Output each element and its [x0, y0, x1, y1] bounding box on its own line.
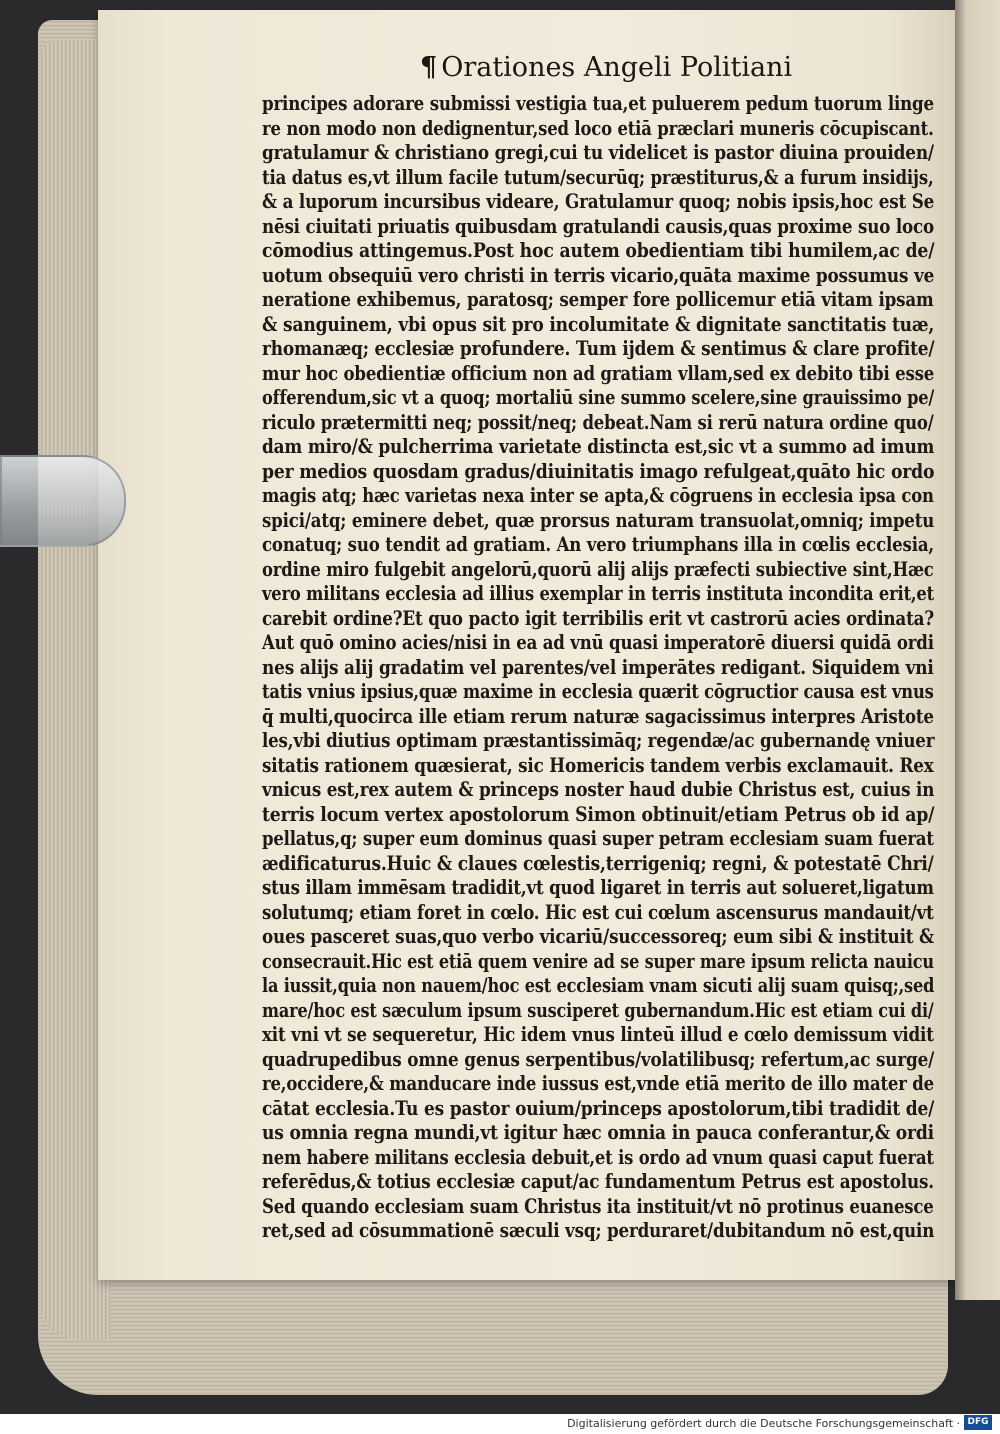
text-line: uotum obsequiū vero christi in terris vicario,quāta maxime possumus ve [262, 263, 935, 287]
text-line: nēsi ciuitati priuatis quibusdam gratulandi causis,quas proxime suo loco [262, 214, 934, 238]
text-line: q̄ multi,quocirca ille etiam rerum naturæ sagacissimus interpres Aristote [262, 704, 934, 728]
text-line: consecrauit.Hic est etiā quem venire ad se super mare ipsum relicta nauicu [262, 949, 934, 973]
text-line: Aut quō omino acies/nisi in ea ad vnū quasi imperatorē diuersi quidā ordi [262, 631, 934, 654]
text-line: spici/atq; eminere debet, quæ prorsus naturam transuolat,omniq; impetu [262, 508, 935, 532]
text-line: & a luporum incursibus videare, Gratulamur quoq; nobis ipsis,hoc est Se [262, 190, 935, 213]
text-line: cōmodius attingemus.Post hoc autem obedientiam tibi humilem,ac de/ [262, 239, 935, 262]
text-line: stus illam immēsam tradidit,vt quod ligaret in terris aut solueret,ligatum [262, 876, 934, 899]
text-line: carebit ordine?Et quo pacto igit terribilis erit vt castrorū acies ordinata? [262, 606, 934, 630]
text-line: us omnia regna mundi,vt igitur hæc omnia in pauca conferantur,& ordi [262, 1121, 934, 1144]
text-line: quadrupedibus omne genus serpentibus/volatilibusq; refertum,ac surge/ [262, 1047, 935, 1071]
text-line: pellatus,q; super eum dominus quasi super petram ecclesiam suam fuerat [262, 827, 934, 850]
text-line: vnicus est,rex autem & princeps noster haud dubie Christus est, cuius in [262, 778, 935, 801]
text-line: tatis vnius ipsius,quæ maxime in ecclesia quærit cōgructior causa est vnus [262, 680, 934, 703]
text-line: & sanguinem, vbi opus sit pro incolumitate & dignitate sanctitatis tuæ, [262, 312, 935, 336]
text-line: la iussit,quia non nauem/hoc est ecclesiam vnam sicuti alij suam quisq;,sed [262, 974, 935, 997]
text-line: per medios quosdam gradus/diuinitatis imago refulgeat,quāto hic ordo [262, 459, 935, 483]
text-line: offerendum,sic vt a quoq; mortaliū sine summo scelere,sine grauissimo pe/ [262, 386, 935, 409]
text-line: rhomanæq; ecclesiæ profundere. Tum ijdem & sentimus & clare profite/ [262, 337, 935, 360]
text-line: oues pasceret suas,quo verbo vicariū/successoreq; eum sibi & instituit & [262, 925, 935, 948]
funding-credit: Digitalisierung gefördert durch die Deutsche Forschungsgemeinschaft · [567, 1417, 960, 1430]
text-line: re non modo non dedignentur,sed loco etiā præclari muneris cōcupiscant. [262, 116, 934, 140]
running-title: Orationes Angeli Politiani [441, 52, 793, 83]
text-line: riculo prætermitti neq; possit/neq; debeat.Nam si rerū natura ordine quo/ [262, 410, 934, 434]
text-line: principes adorare submissi vestigia tua,et puluerem pedum tuorum linge [262, 92, 934, 115]
text-line: les,vbi diutius optimam præstantissimāq; regendæ/ac gubernandę vniuer [262, 729, 935, 752]
text-line: Sed quando ecclesiam suam Christus ita instituit/vt nō protinus euanesce [262, 1194, 934, 1218]
text-line: solutumq; etiam foret in cœlo. Hic est cui cœlum ascensurus mandauit/vt [262, 900, 934, 924]
text-line: neratione exhibemus, paratosq; semper fore pollicemur etiā vitam ipsam [262, 288, 934, 311]
text-line: referēdus,& totius ecclesiæ caput/ac fundamentum Petrus est apostolus. [262, 1170, 934, 1193]
text-line: gratulamur & christiano gregi,cui tu videlicet is pastor diuina prouiden/ [262, 141, 934, 164]
text-line: terris locum vertex apostolorum Simon obtinuit/etiam Petrus ob id ap/ [262, 802, 935, 826]
running-header [420, 52, 800, 86]
text-line: mur hoc obedientiæ officium non ad gratiam vllam,sed ex debito tibi esse [262, 361, 935, 385]
text-line: dam miro/& pulcherrima varietate distincta est,sic vt a summo ad imum [262, 435, 935, 458]
text-line: conatuq; suo tendit ad gratiam. An vero triumphans illa in cœlis ecclesia, [262, 533, 935, 556]
text-line: re,occidere,& manducare inde iussus est,vnde etiā merito de illo mater de [262, 1072, 934, 1095]
text-line: magis atq; hæc varietas nexa inter se apta,& cōgruens in ecclesia ipsa con [262, 484, 934, 507]
text-line: ordine miro fulgebit angelorū,quorū alij alijs præfecti subiective sint,Hæc [262, 557, 934, 581]
text-line: ædificaturus.Huic & claues cœlestis,terrigeniq; regni, & potestatē Chri/ [262, 851, 934, 875]
page-holder-clip [0, 455, 126, 547]
text-line: sitatis rationem quæsierat, sic Homericis tandem verbis exclamauit. Rex [262, 753, 934, 777]
text-line: nem habere militans ecclesia debuit,et is ordo ad vnum quasi caput fuerat [262, 1145, 934, 1169]
text-line: ret,sed ad cōsummationē sæculi vsq; perduraret/dubitandum nō est,quin [262, 1219, 935, 1242]
dfg-logo: DFG [964, 1415, 992, 1430]
text-line: mare/hoc est sæculum ipsum susciperet gubernandum.Hic est etiam cui di/ [262, 998, 934, 1022]
adjacent-page-edge [955, 0, 1000, 1300]
text-line: nes alijs alij gradatim vel parentes/vel imperātes redigant. Siquidem vni [262, 655, 934, 679]
text-line: xit vni vt se sequeretur, Hic idem vnus linteū illud e cœlo demissum vidit [262, 1023, 934, 1046]
body-text [262, 92, 942, 1244]
pilcrow-mark: ¶ [420, 52, 438, 83]
text-line: cātat ecclesia.Tu es pastor ouium/princeps apostolorum,tibi tradidit de/ [262, 1096, 935, 1120]
text-line: vero militans ecclesia ad illius exemplar in terris instituta incondita erit,et [262, 582, 934, 605]
text-line: tia datus es,vt illum facile tutum/securūq; præstiturus,& a furum insidijs, [262, 165, 934, 189]
